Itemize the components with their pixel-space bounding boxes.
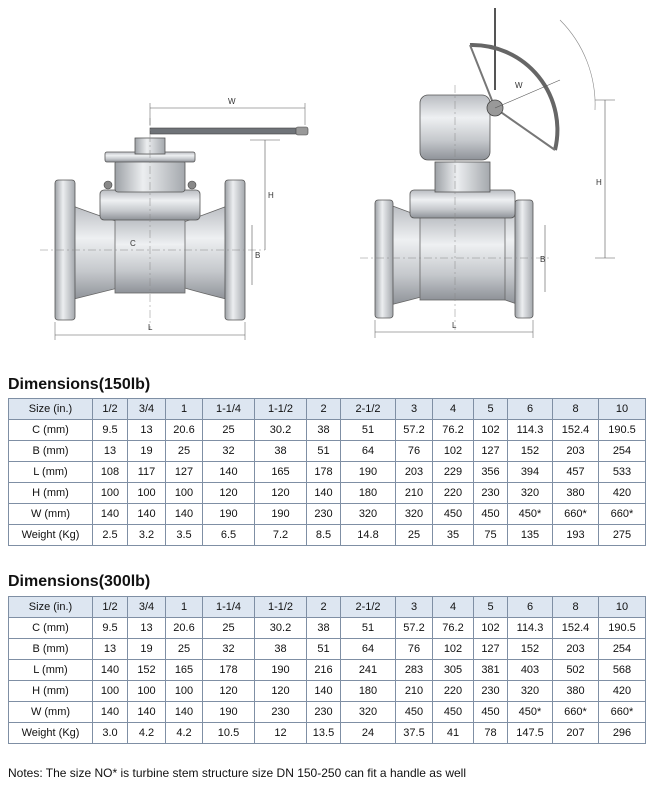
table-cell: 78: [474, 723, 508, 744]
header-size-cell: 6: [508, 399, 553, 420]
table-cell: 450*: [508, 504, 553, 525]
table-cell: 102: [433, 441, 474, 462]
table-cell: 140: [128, 702, 166, 723]
table-cell: 100: [128, 483, 166, 504]
left-w-label: W: [228, 97, 236, 106]
table-cell: 127: [474, 639, 508, 660]
table-cell: 178: [203, 660, 255, 681]
table-cell: 380: [553, 681, 599, 702]
table-header-row: [9, 597, 646, 618]
table-cell: 450: [396, 702, 433, 723]
table-cell: 32: [203, 639, 255, 660]
table-cell: 25: [166, 639, 203, 660]
table-cell: 7.2: [255, 525, 307, 546]
table-cell: 19: [128, 441, 166, 462]
header-size-cell: 1-1/2: [255, 399, 307, 420]
table-cell: 320: [396, 504, 433, 525]
table-cell: 3.2: [128, 525, 166, 546]
table-cell: 57.2: [396, 420, 433, 441]
table-cell: 140: [93, 504, 128, 525]
table-cell: 190.5: [599, 420, 646, 441]
table-cell: 51: [307, 441, 341, 462]
table-cell: 100: [93, 483, 128, 504]
table-cell: 51: [341, 618, 396, 639]
table-row: [9, 702, 646, 723]
table-cell: 13: [93, 639, 128, 660]
table-cell: 76: [396, 639, 433, 660]
table-cell: 20.6: [166, 420, 203, 441]
table-row: [9, 639, 646, 660]
table-cell: 152: [128, 660, 166, 681]
table-cell: 568: [599, 660, 646, 681]
table-cell: 230: [474, 483, 508, 504]
header-size-cell: 10: [599, 399, 646, 420]
table-cell: 140: [307, 681, 341, 702]
table-cell: 254: [599, 441, 646, 462]
table-row: [9, 681, 646, 702]
right-l-label: L: [452, 321, 457, 330]
table-cell: 140: [203, 462, 255, 483]
table-cell: 394: [508, 462, 553, 483]
header-size-cell: 6: [508, 597, 553, 618]
table-cell: 38: [255, 639, 307, 660]
header-label-cell: Size (in.): [9, 399, 93, 420]
left-b-label: B: [255, 251, 261, 260]
header-size-cell: 10: [599, 597, 646, 618]
table-cell: 502: [553, 660, 599, 681]
header-size-cell: 8: [553, 597, 599, 618]
table-cell: 203: [553, 639, 599, 660]
table-cell: 100: [128, 681, 166, 702]
table-cell: 8.5: [307, 525, 341, 546]
table-cell: 108: [93, 462, 128, 483]
right-w-label: W: [515, 81, 523, 90]
table-cell: 102: [474, 618, 508, 639]
header-size-cell: 2: [307, 597, 341, 618]
table-cell: 457: [553, 462, 599, 483]
table-cell: 533: [599, 462, 646, 483]
table-cell: 51: [307, 639, 341, 660]
table-cell: 320: [508, 681, 553, 702]
table-row: [9, 420, 646, 441]
table-row: [9, 504, 646, 525]
table-cell: 190: [341, 462, 396, 483]
table-cell: 216: [307, 660, 341, 681]
table-row: [9, 618, 646, 639]
table-cell: 76.2: [433, 618, 474, 639]
table-cell: 10.5: [203, 723, 255, 744]
dimensions-300lb-table: [8, 596, 646, 744]
table-cell: 114.3: [508, 420, 553, 441]
header-size-cell: 3/4: [128, 597, 166, 618]
table-cell: 37.5: [396, 723, 433, 744]
table-cell: 180: [341, 681, 396, 702]
table-cell: 152.4: [553, 420, 599, 441]
header-size-cell: 4: [433, 597, 474, 618]
header-size-cell: 1: [166, 597, 203, 618]
header-size-cell: 8: [553, 399, 599, 420]
header-size-cell: 3: [396, 597, 433, 618]
table-row: [9, 660, 646, 681]
table-cell: 381: [474, 660, 508, 681]
table-cell: 2.5: [93, 525, 128, 546]
left-c-label: C: [130, 239, 136, 248]
table-cell: 13: [93, 441, 128, 462]
table-cell: 135: [508, 525, 553, 546]
table-cell: 275: [599, 525, 646, 546]
table-row: [9, 483, 646, 504]
header-size-cell: 3: [396, 399, 433, 420]
table-cell: 14.8: [341, 525, 396, 546]
table-cell: 296: [599, 723, 646, 744]
table-cell: 147.5: [508, 723, 553, 744]
table-cell: 51: [341, 420, 396, 441]
table-cell: 203: [553, 441, 599, 462]
header-label-cell: Size (in.): [9, 597, 93, 618]
table-cell: 210: [396, 483, 433, 504]
dimensions-150lb-table: [8, 398, 646, 546]
table-cell: 229: [433, 462, 474, 483]
table-row: [9, 441, 646, 462]
table-cell: 450: [433, 702, 474, 723]
table-cell: 76: [396, 441, 433, 462]
table-cell: 660*: [599, 702, 646, 723]
table-cell: 152.4: [553, 618, 599, 639]
table-cell: 660*: [553, 702, 599, 723]
table-cell: 190: [203, 702, 255, 723]
table-cell: 38: [307, 618, 341, 639]
table-cell: 25: [203, 420, 255, 441]
table-cell: 4.2: [128, 723, 166, 744]
table-cell: 283: [396, 660, 433, 681]
right-b-label: B: [540, 255, 546, 264]
table-cell: 140: [166, 702, 203, 723]
row-label-cell: C (mm): [9, 420, 93, 441]
header-size-cell: 5: [474, 399, 508, 420]
table-cell: 207: [553, 723, 599, 744]
table-cell: 320: [341, 702, 396, 723]
header-size-cell: 1: [166, 399, 203, 420]
header-size-cell: 4: [433, 399, 474, 420]
header-size-cell: 2-1/2: [341, 597, 396, 618]
header-size-cell: 1/2: [93, 597, 128, 618]
row-label-cell: W (mm): [9, 702, 93, 723]
table-cell: 230: [474, 681, 508, 702]
table-cell: 254: [599, 639, 646, 660]
table-cell: 450: [433, 504, 474, 525]
row-label-cell: L (mm): [9, 462, 93, 483]
table-cell: 210: [396, 681, 433, 702]
table-cell: 180: [341, 483, 396, 504]
table-cell: 420: [599, 681, 646, 702]
table-cell: 230: [307, 702, 341, 723]
table-cell: 380: [553, 483, 599, 504]
row-label-cell: Weight (Kg): [9, 723, 93, 744]
row-label-cell: B (mm): [9, 441, 93, 462]
table-cell: 127: [166, 462, 203, 483]
table-cell: 660*: [553, 504, 599, 525]
row-label-cell: H (mm): [9, 681, 93, 702]
table-cell: 450: [474, 702, 508, 723]
lever-valve-drawing: [40, 97, 308, 340]
table-header-row: [9, 399, 646, 420]
table-cell: 241: [341, 660, 396, 681]
footnote: Notes: The size NO* is turbine stem structure size DN 150-250 can fit a handle as well: [8, 766, 466, 780]
table-cell: 12: [255, 723, 307, 744]
header-size-cell: 2-1/2: [341, 399, 396, 420]
table-cell: 13: [128, 618, 166, 639]
table-cell: 190: [255, 660, 307, 681]
table-150lb-title: Dimensions(150lb): [8, 376, 151, 393]
table-cell: 19: [128, 639, 166, 660]
table-cell: 220: [433, 483, 474, 504]
table-cell: 100: [93, 681, 128, 702]
table-cell: 190: [255, 504, 307, 525]
table-cell: 6.5: [203, 525, 255, 546]
table-cell: 30.2: [255, 420, 307, 441]
table-cell: 152: [508, 441, 553, 462]
table-cell: 152: [508, 639, 553, 660]
table-cell: 35: [433, 525, 474, 546]
table-cell: 305: [433, 660, 474, 681]
row-label-cell: H (mm): [9, 483, 93, 504]
table-cell: 120: [255, 483, 307, 504]
table-cell: 420: [599, 483, 646, 504]
header-size-cell: 1/2: [93, 399, 128, 420]
table-cell: 9.5: [93, 420, 128, 441]
table-cell: 403: [508, 660, 553, 681]
row-label-cell: W (mm): [9, 504, 93, 525]
table-cell: 57.2: [396, 618, 433, 639]
table-cell: 25: [203, 618, 255, 639]
table-cell: 140: [93, 702, 128, 723]
table-cell: 165: [166, 660, 203, 681]
header-size-cell: 2: [307, 399, 341, 420]
right-h-label: H: [596, 178, 602, 187]
table-cell: 203: [396, 462, 433, 483]
table-cell: 3.5: [166, 525, 203, 546]
table-cell: 120: [203, 483, 255, 504]
table-cell: 100: [166, 483, 203, 504]
row-label-cell: Weight (Kg): [9, 525, 93, 546]
table-cell: 230: [307, 504, 341, 525]
header-size-cell: 1-1/2: [255, 597, 307, 618]
left-l-label: L: [148, 323, 153, 332]
table-300lb-title: Dimensions(300lb): [8, 573, 151, 590]
table-cell: 64: [341, 441, 396, 462]
table-cell: 140: [93, 660, 128, 681]
table-cell: 140: [128, 504, 166, 525]
row-label-cell: C (mm): [9, 618, 93, 639]
left-h-label: H: [268, 191, 274, 200]
table-cell: 76.2: [433, 420, 474, 441]
table-cell: 32: [203, 441, 255, 462]
table-cell: 102: [433, 639, 474, 660]
table-cell: 38: [255, 441, 307, 462]
table-cell: 140: [166, 504, 203, 525]
table-cell: 230: [255, 702, 307, 723]
table-cell: 25: [166, 441, 203, 462]
table-cell: 64: [341, 639, 396, 660]
table-cell: 120: [203, 681, 255, 702]
table-cell: 100: [166, 681, 203, 702]
table-cell: 450*: [508, 702, 553, 723]
table-row: [9, 525, 646, 546]
table-cell: 127: [474, 441, 508, 462]
table-cell: 660*: [599, 504, 646, 525]
header-size-cell: 1-1/4: [203, 399, 255, 420]
table-cell: 20.6: [166, 618, 203, 639]
table-cell: 30.2: [255, 618, 307, 639]
table-cell: 9.5: [93, 618, 128, 639]
table-cell: 102: [474, 420, 508, 441]
table-row: [9, 462, 646, 483]
table-cell: 114.3: [508, 618, 553, 639]
table-cell: 24: [341, 723, 396, 744]
header-size-cell: 5: [474, 597, 508, 618]
table-cell: 120: [255, 681, 307, 702]
table-cell: 13.5: [307, 723, 341, 744]
table-cell: 165: [255, 462, 307, 483]
table-cell: 356: [474, 462, 508, 483]
table-cell: 38: [307, 420, 341, 441]
table-cell: 220: [433, 681, 474, 702]
gear-valve-drawing: [360, 8, 615, 338]
table-cell: 193: [553, 525, 599, 546]
header-size-cell: 1-1/4: [203, 597, 255, 618]
table-cell: 140: [307, 483, 341, 504]
row-label-cell: B (mm): [9, 639, 93, 660]
table-cell: 190: [203, 504, 255, 525]
table-cell: 4.2: [166, 723, 203, 744]
header-size-cell: 3/4: [128, 399, 166, 420]
table-row: [9, 723, 646, 744]
table-cell: 13: [128, 420, 166, 441]
table-cell: 41: [433, 723, 474, 744]
table-cell: 320: [508, 483, 553, 504]
row-label-cell: L (mm): [9, 660, 93, 681]
table-cell: 450: [474, 504, 508, 525]
table-cell: 25: [396, 525, 433, 546]
valve-drawings: [0, 0, 651, 370]
table-cell: 320: [341, 504, 396, 525]
table-cell: 3.0: [93, 723, 128, 744]
table-cell: 190.5: [599, 618, 646, 639]
table-cell: 178: [307, 462, 341, 483]
table-cell: 117: [128, 462, 166, 483]
table-cell: 75: [474, 525, 508, 546]
